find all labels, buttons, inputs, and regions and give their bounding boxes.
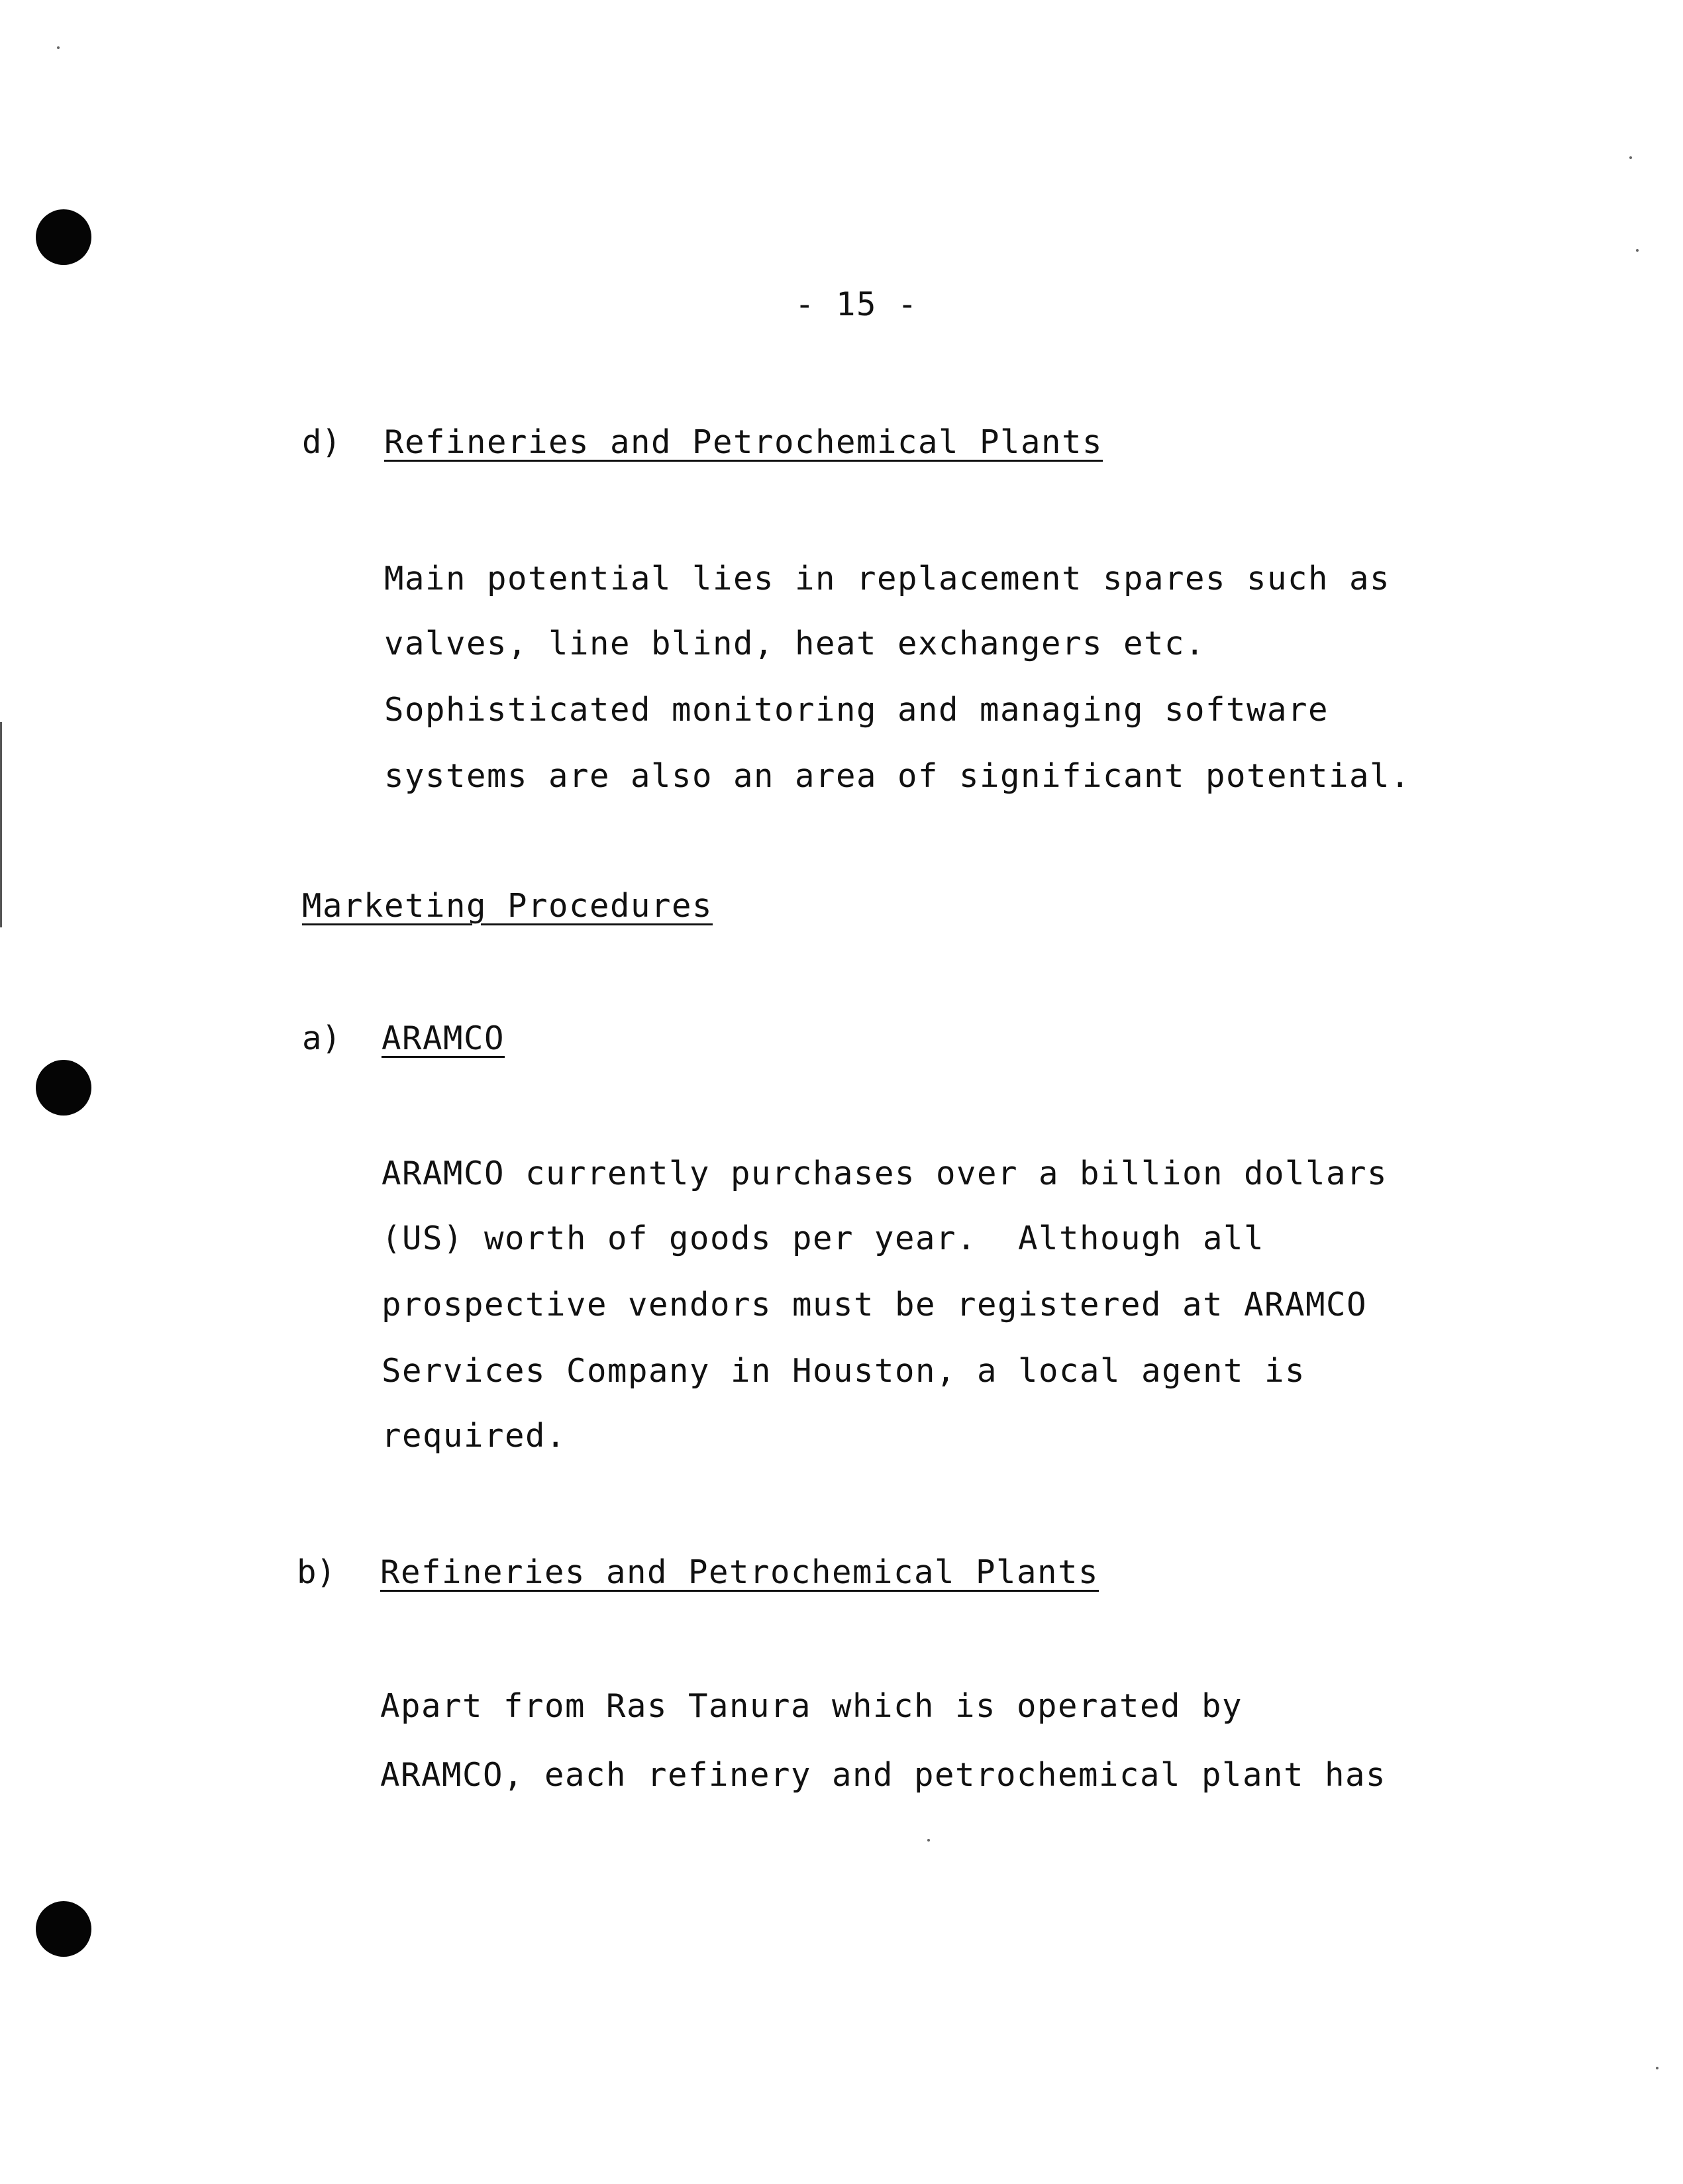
page-number: - 15 - <box>795 286 919 323</box>
punch-hole-bottom <box>36 1901 91 1957</box>
section-a-line-4: Services Company in Houston, a local agent is <box>382 1352 1306 1390</box>
section-d-label: d) <box>302 423 342 461</box>
scan-speck <box>1629 156 1632 159</box>
section-d-line-3: Sophisticated monitoring and managing software <box>384 691 1329 729</box>
section-b-heading: Refineries and Petrochemical Plants <box>380 1553 1099 1591</box>
punch-hole-middle <box>36 1060 91 1116</box>
scan-speck <box>927 1839 930 1842</box>
scan-speck <box>57 46 60 49</box>
scan-speck <box>1656 2067 1658 2069</box>
section-d-line-1: Main potential lies in replacement spares such as <box>384 560 1391 598</box>
section-b-line-2: ARAMCO, each refinery and petrochemical plant has <box>380 1756 1387 1794</box>
section-d-heading: Refineries and Petrochemical Plants <box>384 423 1103 461</box>
section-a-line-2: (US) worth of goods per year. Although all <box>382 1220 1265 1257</box>
scan-speck <box>1636 249 1639 252</box>
section-a-line-3: prospective vendors must be registered at ARAMCO <box>382 1286 1368 1324</box>
section-a-heading: ARAMCO <box>382 1019 505 1057</box>
section-d-line-4: systems are also an area of significant potential. <box>384 757 1411 795</box>
section-b-label: b) <box>297 1553 336 1591</box>
scan-edge-line <box>0 722 2 927</box>
marketing-heading: Marketing Procedures <box>302 887 713 925</box>
section-a-line-5: required. <box>382 1417 567 1455</box>
section-d-line-2: valves, line blind, heat exchangers etc. <box>384 625 1206 662</box>
punch-hole-top <box>36 209 91 265</box>
section-a-label: a) <box>302 1019 342 1057</box>
section-b-line-1: Apart from Ras Tanura which is operated by <box>380 1687 1243 1725</box>
section-a-line-1: ARAMCO currently purchases over a billion dollars <box>382 1155 1388 1192</box>
